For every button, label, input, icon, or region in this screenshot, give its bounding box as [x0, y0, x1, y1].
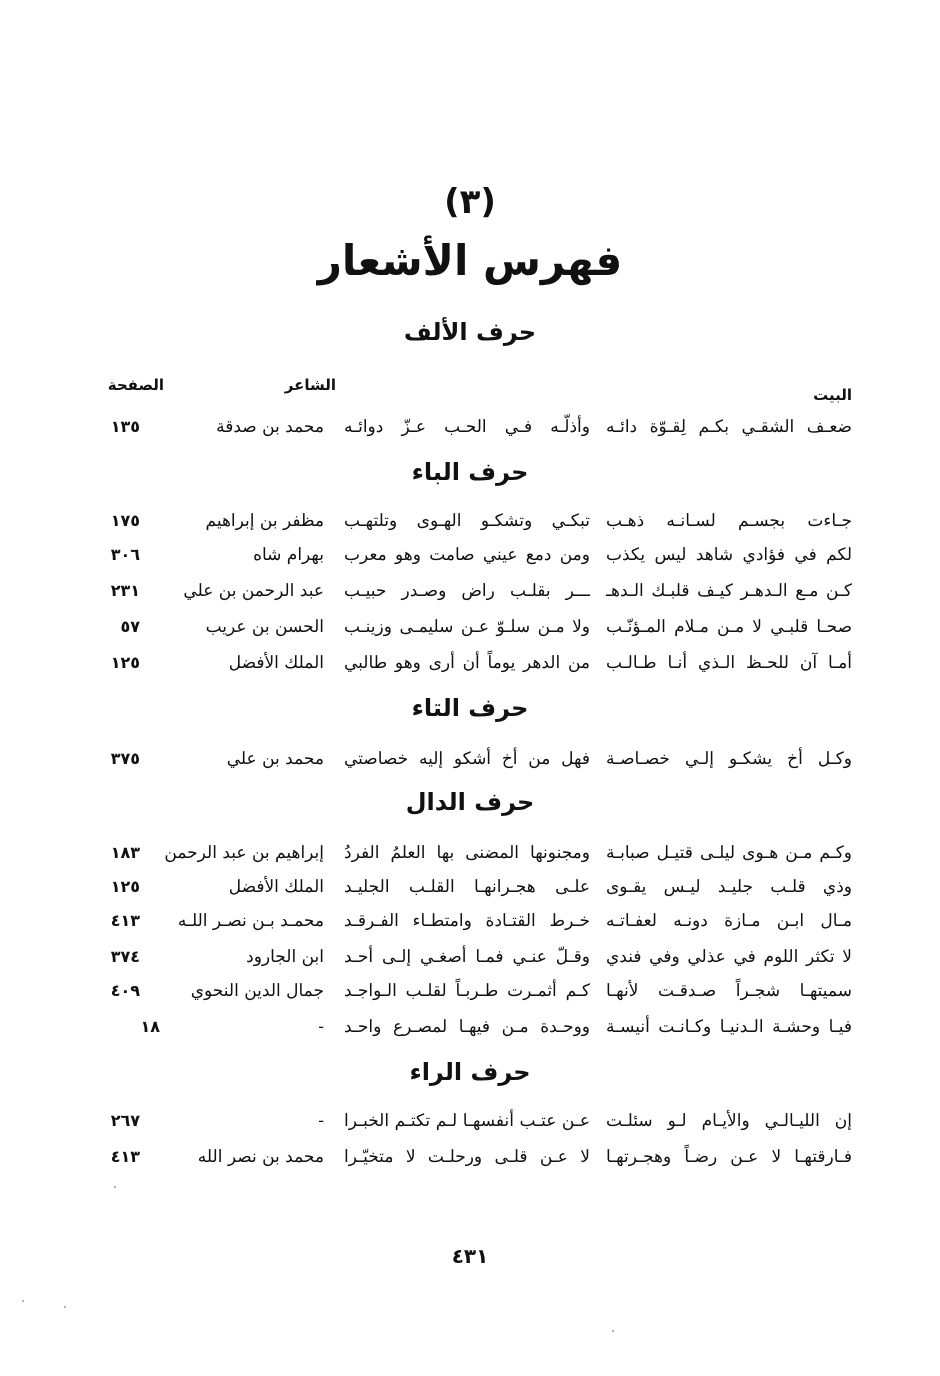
verse-second-hemistich: وأذلّـه فـي الحـب عـزّ دوائـه — [344, 417, 590, 437]
poet-name: محمد بن نصر الله — [197, 1147, 324, 1167]
verse-row — [0, 942, 940, 972]
poet-name: محمد بن علي — [226, 749, 324, 769]
verse-second-hemistich: علـى هجـرانهـا القلـب الجليـد — [344, 877, 590, 897]
verse-second-hemistich: وقـلّ عنـي فمـا أصغـي إلـى أحـد — [344, 947, 590, 967]
verse-first-hemistich: فيـا وحشـة الـدنيـا وكـانـت أنيسـة — [606, 1017, 852, 1037]
verse-row — [0, 506, 940, 536]
verse-first-hemistich: وكـل أخ يشكـو إلـي خصـاصـة — [606, 749, 852, 769]
column-header-poet: الشاعر — [284, 376, 336, 394]
section-heading-ta: حرف التاء — [411, 694, 529, 722]
verse-first-hemistich: أمـا آن للحـظ الـذي أنـا طـالـب — [606, 653, 852, 673]
verse-row — [0, 648, 940, 678]
verse-second-hemistich: كـم أثمـرت طـربـاً لقلـب الـواجـد — [344, 981, 590, 1001]
poet-name: بهرام شاه — [253, 545, 324, 565]
poet-name: - — [318, 1111, 324, 1131]
verse-row — [0, 838, 940, 868]
page-reference: ٤١٣ — [110, 911, 140, 930]
verse-second-hemistich: ومجنونها المضنى بها العلمُ الفردُ — [344, 843, 590, 863]
verse-first-hemistich: كـن مـع الـدهـر كيـف قلبـك الـدهـ — [606, 581, 852, 601]
poet-name: - — [318, 1017, 324, 1037]
poet-name: ابن الجارود — [246, 947, 324, 967]
verse-row — [0, 540, 940, 570]
poet-name: الملك الأفضل — [228, 653, 324, 673]
verse-second-hemistich: تبكـي وتشكـو الهـوى وتلتهـب — [344, 511, 590, 531]
page-reference: ١٧٥ — [110, 511, 140, 530]
verse-second-hemistich: ـــر بقلـب راض وصـدر حبيـب — [344, 581, 590, 601]
verse-second-hemistich: ووحـدة مـن فيهـا لمصـرع واحـد — [344, 1017, 590, 1037]
verse-second-hemistich: عـن عتـب أنفسهـا لـم تكتـم الخبـرا — [344, 1111, 590, 1131]
page-reference: ٣٧٤ — [110, 947, 140, 966]
page-title: فهرس الأشعار — [317, 236, 623, 285]
column-header-page: الصفحة — [107, 376, 164, 394]
poet-name: محمد بن صدقة — [216, 417, 324, 437]
verse-second-hemistich: خـرط القتـادة وامتطـاء الفـرقـد — [344, 911, 590, 931]
page-reference: ١٣٥ — [110, 417, 140, 436]
verse-second-hemistich: ولا مـن سلـوّ عـن سليمـى وزينـب — [344, 617, 590, 637]
verse-first-hemistich: جـاءت بجسـم لسـانـه ذهـب — [606, 511, 852, 531]
poet-name: عبد الرحمن بن علي — [183, 581, 324, 601]
scan-speck — [22, 1300, 24, 1302]
section-heading-alif: حرف الألف — [403, 318, 537, 346]
verse-row — [0, 412, 940, 442]
verse-first-hemistich: لا تكثر اللوم في عذلي وفي فندي — [606, 947, 852, 967]
verse-first-hemistich: إن الليـالـي والأيـام لـو سئلـت — [606, 1111, 852, 1131]
page-reference: ٢٦٧ — [110, 1111, 140, 1130]
verse-first-hemistich: لكم في فؤادي شاهد ليس يكذب — [606, 545, 852, 565]
section-heading-ba: حرف الباء — [411, 458, 529, 486]
section-heading-dal: حرف الدال — [405, 788, 535, 816]
verse-second-hemistich: من الدهر يوماً أن أرى وهو طالبي — [344, 653, 590, 673]
page-reference: ١٨ — [140, 1017, 160, 1036]
poet-name: الحسن بن عريب — [205, 617, 324, 637]
poet-name: محمـد بـن نصـر اللـه — [177, 911, 324, 931]
page-reference: ٣٠٦ — [110, 545, 140, 564]
verse-first-hemistich: صحـا قلبـي لا مـن مـلام المـؤنّـب — [606, 617, 852, 637]
poet-name: مظفر بن إبراهيم — [205, 511, 324, 531]
verse-first-hemistich: وكـم مـن هـوى ليلـى قتيـل صبابـة — [606, 843, 852, 863]
verse-second-hemistich: فهل من أخ أشكو إليه خصاصتي — [344, 749, 590, 769]
page-reference: ٥٧ — [120, 617, 140, 636]
verse-row — [0, 576, 940, 606]
verse-first-hemistich: سميتهـا شجـراً صـدقـت لأنهـا — [606, 981, 852, 1001]
page-reference: ١٨٣ — [110, 843, 140, 862]
scan-speck — [612, 1330, 614, 1332]
index-number: (٣) — [444, 182, 496, 222]
page-reference: ٢٣١ — [110, 581, 140, 600]
verse-row — [0, 1142, 940, 1172]
page-reference: ٤٠٩ — [110, 981, 140, 1000]
poet-name: الملك الأفضل — [228, 877, 324, 897]
verse-row — [0, 612, 940, 642]
verse-row — [0, 976, 940, 1006]
verse-second-hemistich: لا عـن قلـى ورحلـت لا متخيّـرا — [344, 1147, 590, 1167]
verse-first-hemistich: وذي قلـب جليـد ليـس يقـوى — [606, 877, 852, 897]
page-reference: ١٢٥ — [110, 877, 140, 896]
verse-first-hemistich: فـارقتهـا لا عـن رضـاً وهجـرتهـا — [606, 1147, 852, 1167]
verse-first-hemistich: مـال ابـن مـازة دونـه لعفـاتـه — [606, 911, 852, 931]
verse-row — [0, 744, 940, 774]
verse-row — [0, 906, 940, 936]
column-header-verse: البيت — [813, 386, 852, 404]
verse-second-hemistich: ومن دمع عيني صامت وهو معرب — [344, 545, 590, 565]
scan-speck — [114, 1186, 116, 1188]
verse-row — [0, 1012, 940, 1042]
verse-row — [0, 872, 940, 902]
verse-row — [0, 1106, 940, 1136]
verse-first-hemistich: ضعـف الشقـي بكـم لِقـوّة دائـه — [606, 417, 852, 437]
section-heading-ra: حرف الراء — [409, 1058, 531, 1086]
scan-speck — [64, 1306, 66, 1308]
page-reference: ٤١٣ — [110, 1147, 140, 1166]
poet-name: جمال الدين النحوي — [190, 981, 324, 1001]
poet-name: إبراهيم بن عبد الرحمن — [164, 843, 324, 863]
page-reference: ٣٧٥ — [110, 749, 140, 768]
page-number: ٤٣١ — [451, 1244, 489, 1268]
page-reference: ١٢٥ — [110, 653, 140, 672]
